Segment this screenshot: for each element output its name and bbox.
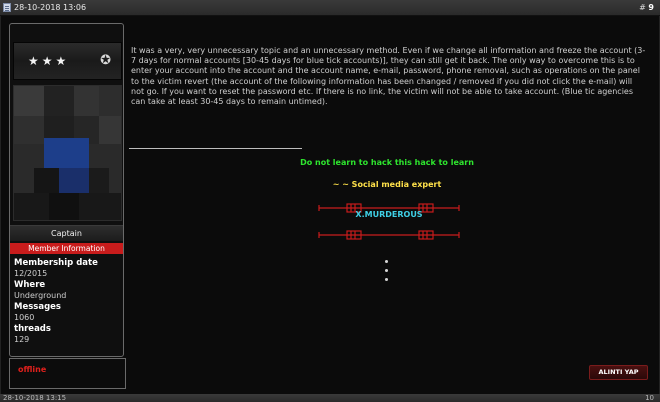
post-number-link[interactable] [639, 3, 654, 12]
signature-ornament [317, 200, 461, 243]
signature-divider [129, 148, 302, 149]
avatar[interactable] [13, 85, 122, 221]
signature-title: ~ ~ Social media expert [332, 180, 442, 189]
post-date: 28-10-2018 13:06 [14, 3, 87, 12]
post-number-prefix: # [639, 3, 646, 12]
signature-tagline: Do not learn to hack this hack to learn [300, 158, 474, 167]
quote-button[interactable]: ALINTI YAP [589, 365, 648, 380]
info-value-membership-date: 12/2015 [14, 269, 48, 278]
rank-title: Captain [10, 225, 123, 241]
info-label-membership-date: Membership date [14, 258, 98, 268]
next-post-number[interactable]: 10 [645, 394, 654, 402]
info-label-messages: Messages [14, 302, 61, 312]
next-post-date: 28-10-2018 13:15 [3, 394, 67, 402]
post-header [0, 0, 660, 16]
info-label-where: Where [14, 280, 46, 290]
rank-banner [13, 42, 122, 80]
post-message: It was a very, very unnecessary topic and an unnecessary method. Even if we change all information and freeze the account (3-7 days for normal accounts [30-45 days for blue tick accounts)], they can still get it back. The only way to overcome this is to enter your account into the account and the account name, e-mail, password, phone removal, such as operations on the panel to the victim revert (the account of the following information has been changed / removed if you did not click the e-mail) will not go. If you want to reset the password etc. If there is no link, the victim will not be able to take account. (Blue tic agencies can take at least 30-45 days to remain untimed). [131, 46, 646, 107]
member-info [14, 258, 120, 346]
user-panel [9, 23, 124, 357]
rank-emblem-icon: ✪ [100, 53, 111, 68]
online-status-box [9, 358, 126, 389]
next-post-header [0, 394, 660, 402]
signature-dots [385, 260, 389, 287]
rank-stars: ★★★ [28, 54, 70, 68]
info-value-threads: 129 [14, 335, 30, 344]
info-value-where: Underground [14, 291, 67, 300]
post-icon [3, 3, 11, 12]
post-number: 9 [648, 3, 654, 12]
info-label-threads: threads [14, 324, 51, 334]
member-info-header: Member Information [10, 243, 123, 254]
signature-username: X.MURDEROUS [355, 210, 423, 219]
online-status: offline [18, 365, 47, 374]
info-value-messages: 1060 [14, 313, 35, 322]
post-body [0, 16, 660, 394]
